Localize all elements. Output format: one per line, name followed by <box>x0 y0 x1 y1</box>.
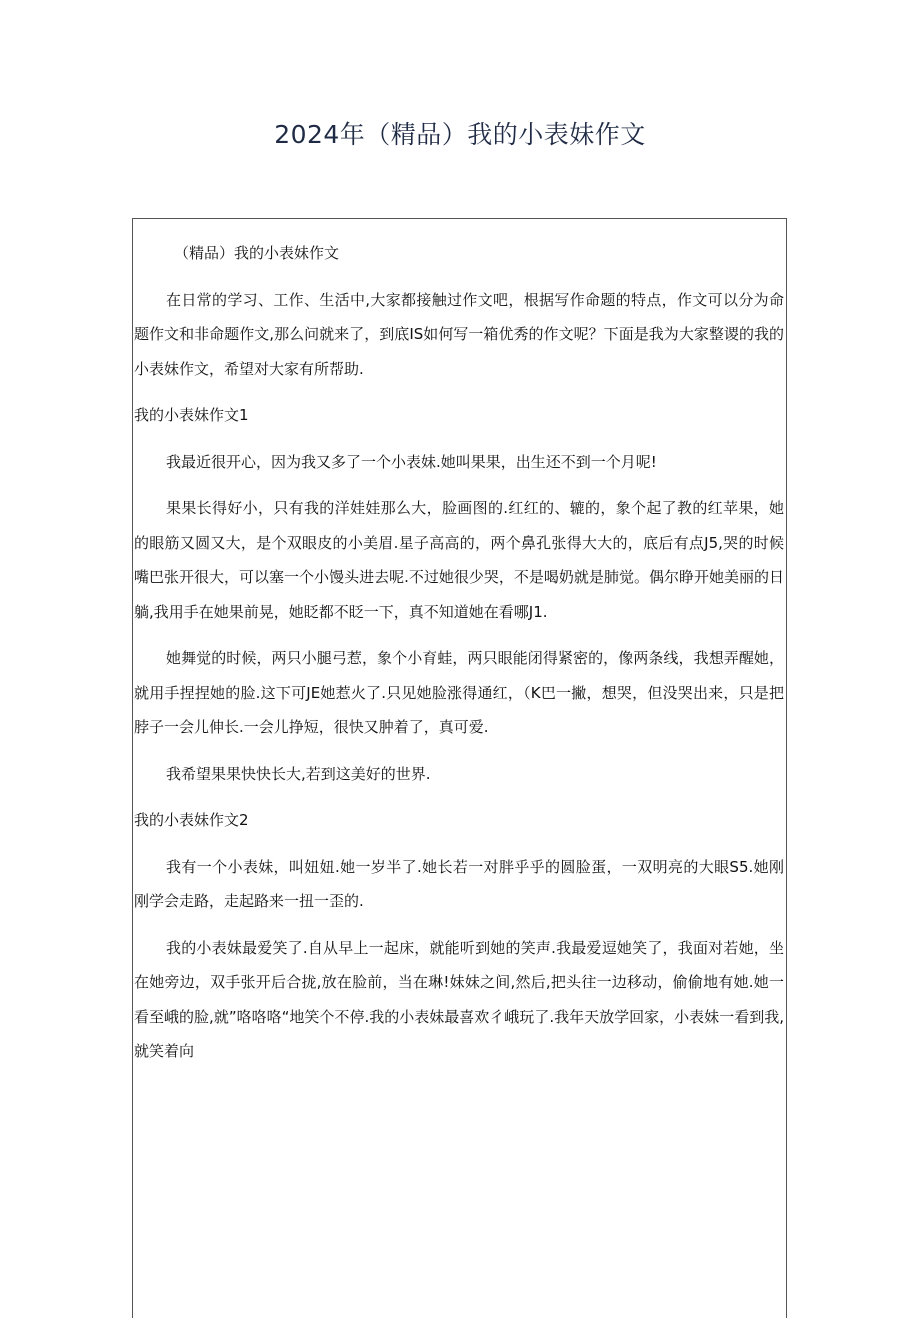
document-subtitle: （精品）我的小表妹作文 <box>174 244 340 262</box>
paragraph: 我希望果果快快长大,若到这美好的世界. <box>166 764 431 783</box>
document-title: 2024年（精品）我的小表妹作文 <box>274 120 646 149</box>
section-heading-2: 我的小表妹作文2 <box>134 811 249 829</box>
paragraph: 她舞觉的时候，两只小腿弓惹，象个小育蛙，两只眼能闭得紧密的，像两条线，我想弄醒她，就用手捏捏她的脸.这下可JE她惹火了.只见她脸涨得通红，（K巴一撇，想哭，但没哭出来，只是把脖子一会儿伸长.一会儿挣短，很快又肿着了，真可爱. <box>134 649 784 736</box>
paragraph: 我最近很开心，因为我又多了一个小表妹.她叫果果，出生还不到一个月呢! <box>166 452 657 471</box>
section-heading-1: 我的小表妹作文1 <box>134 406 249 424</box>
document-body <box>134 236 784 1081</box>
paragraph: 我的小表妹最爱笑了.自从早上一起床，就能听到她的笑声.我最爱逗她笑了，我面对若她，坐在她旁边，双手张开后合拢,放在脸前，当在琳!妹妹之间,然后,把头往一边移动，偷偷地有她.她一看至峨的脸,就”咯咯咯“地笑个不停.我的小表妹最喜欢彳峨玩了.我年天放学回家，小表妹一看到我,就笑着向 <box>134 938 784 1060</box>
paragraph: 果果长得好小，只有我的洋娃娃那么大，脸画图的.红红的、辘的，象个起了教的红苹果，她的眼筋又圆又大，是个双眼皮的小美眉.星子高高的，两个鼻孔张得大大的，底后有点J5,哭的时候嘴巴张开很大，可以塞一个小馒头进去呢.不过她很少哭，不是喝奶就是肺觉。偶尔睁开她美丽的日躺,我用手在她果前晃，她眨都不眨一下，真不知道她在看哪J1. <box>134 499 784 621</box>
intro-paragraph: 在日常的学习、工作、生活中,大家都接触过作文吧，根据写作命题的特点，作文可以分为命题作文和非命题作文,那么问就来了，到底IS如何写一箱优秀的作文呢？下面是我为大家整谡的我的小表妹作文，希望对大家有所帮助. <box>134 290 784 378</box>
paragraph: 我有一个小表妹，叫妞妞.她一岁半了.她长若一对胖乎乎的圆脸蛋，一双明亮的大眼S5.她刚刚学会走路，走起路来一扭一歪的. <box>134 857 784 910</box>
